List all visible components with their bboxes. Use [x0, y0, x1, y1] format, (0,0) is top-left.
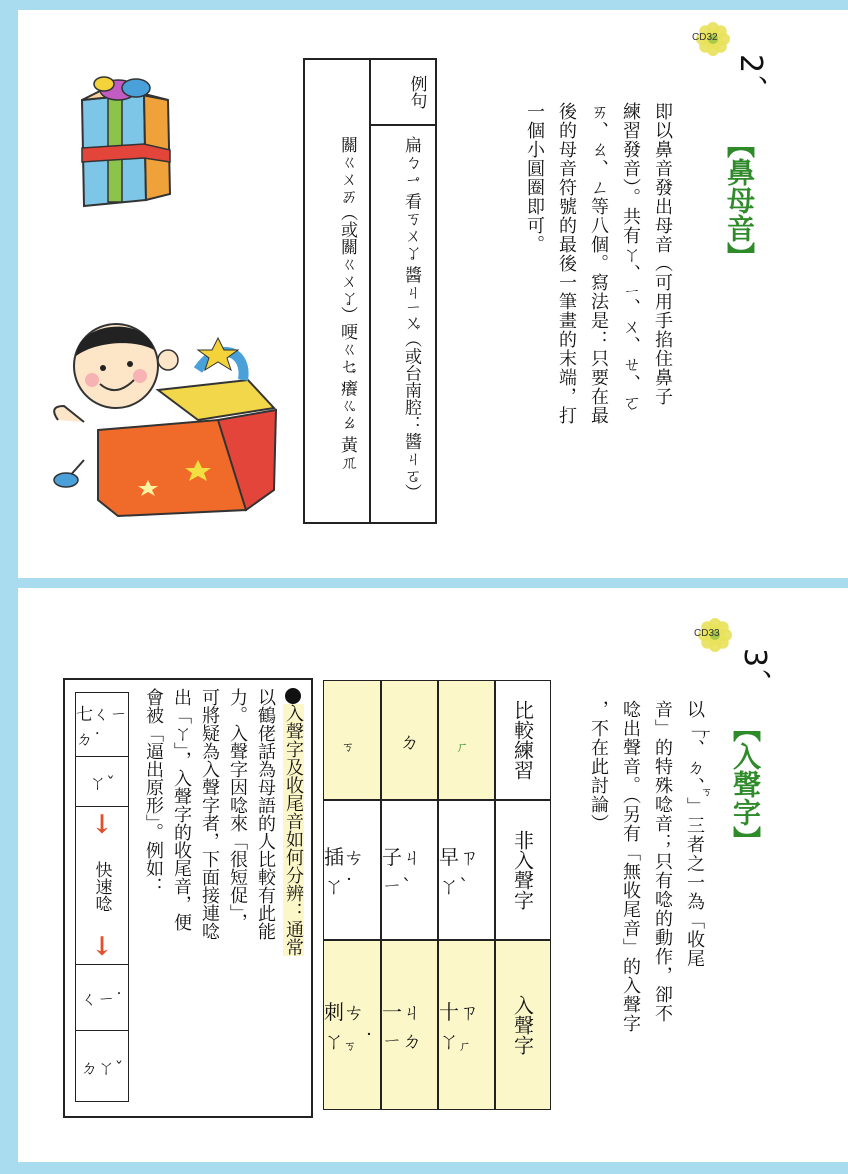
cd-badge-bottom [694, 618, 732, 652]
body-line-3: ㄞ、ㄠ、ㄥ等八個。寫法是：只要在最 [588, 102, 609, 425]
top-page [18, 10, 848, 578]
compare-header: 比較練習 [495, 680, 551, 800]
cd-label-top: CD32 [692, 32, 718, 43]
final-col-1: ㆷ [438, 680, 495, 800]
entering-col-1: 十ㄗㄚㆷ [438, 940, 495, 1110]
mini-cell-2: ㄚˇ [76, 757, 128, 807]
down-arrow-icon: ↓ [76, 929, 128, 965]
bottom-page [18, 588, 848, 1162]
mini-cell-fast-read: 快速唸 [91, 860, 112, 912]
example-table [303, 58, 437, 524]
gift-box-illustration [74, 70, 184, 210]
rules-line-6: 會被「逼出原形」。例如： [143, 688, 164, 895]
non-entering-col-2: 子ㄐㄧˋ [381, 800, 438, 940]
cd-badge-top [692, 22, 730, 56]
compare-row-label-non: 非入聲字 [495, 800, 551, 940]
intro-line-3: 唸出聲音。（另有「無收尾音」的入聲字 [620, 700, 641, 1033]
child-in-box-illustration [48, 310, 278, 520]
entering-col-2: 一ㄐㄧㄉ [381, 940, 438, 1110]
compare-table [323, 680, 551, 1110]
final-col-2: ㄉ [381, 680, 438, 800]
body-line-5: 一個小圓圈即可。 [524, 102, 545, 254]
mini-cell-4: ㄉㄚˇ [80, 1058, 124, 1079]
bullet-dot-icon [285, 688, 301, 704]
section-heading-entering-tone: 【入聲字】 [729, 714, 762, 854]
down-arrow-icon: ↓ [91, 810, 113, 840]
body-line-1: 即以鼻音發出母音（可用手掐住鼻子 [652, 102, 673, 406]
nasal-vowel-body [498, 102, 678, 572]
compare-row-label-ru: 入聲字 [495, 940, 551, 1110]
section-heading-nasal-vowel: 【鼻母音】 [723, 130, 756, 270]
body-line-4: 後的母音符號的最後一筆畫的末端，打 [556, 102, 577, 425]
mini-example-table [75, 692, 129, 1102]
mini-cell-3: ㄑㄧ˙ [76, 965, 128, 1031]
rules-line-3: 力。入聲字因唸來「很短促」， [227, 688, 248, 931]
rules-line-4: 可將疑為入聲字者，下面接連唸 [199, 688, 220, 940]
body-line-2: 練習發音）。共有ㄚ、ㄧ、ㄨ、ㄝ、ㆦ [620, 102, 641, 413]
rules-line-1: 入聲字及收尾音如何分辨：通常 [283, 704, 304, 956]
mini-cell-1: 七ㄑㄧㄉ˙ [76, 693, 128, 757]
entering-tone-intro [570, 700, 710, 1140]
intro-line-4: ，不在此討論） [588, 700, 609, 833]
cd-label-bottom: CD33 [694, 628, 720, 639]
section-number-2: 2、 [733, 54, 768, 108]
entering-col-3: 刺ㄘㄚㆶ˙ [323, 940, 381, 1110]
rules-line-2: 以鶴佬話為母語的人比較有此能 [255, 688, 276, 940]
section-number-3: 3、 [737, 648, 772, 702]
example-row-1: 扁ㄅㆪ 看ㄎㄨㆩ 醬ㄐㄧㆫ（或台南腔：醬ㄐㆧ） [401, 136, 421, 501]
non-entering-col-3: 插ㄘㄚ˙ [323, 800, 381, 940]
rules-text [137, 688, 307, 1108]
rules-line-5: 出「ㄚ」，入聲字的收尾音，便 [171, 688, 192, 931]
example-title: 例句 [406, 75, 427, 109]
rules-box [63, 678, 313, 1118]
final-col-3: ㆶ [323, 680, 381, 800]
example-row-2: 關ㄍㄨㆮ（或關ㄍㄨㆩ）哽ㄍㆥ 癢ㆣㆯ 黃ㆭ [337, 136, 357, 470]
intro-line-2: 音」的特殊唸音；只有唸的動作，卻不 [652, 700, 673, 1023]
intro-line-1: 以「ㆷ、ㄉ、ㆶ」三者之一為「收尾 [684, 700, 705, 968]
non-entering-col-1: 早ㄗㄚˋ [438, 800, 495, 940]
